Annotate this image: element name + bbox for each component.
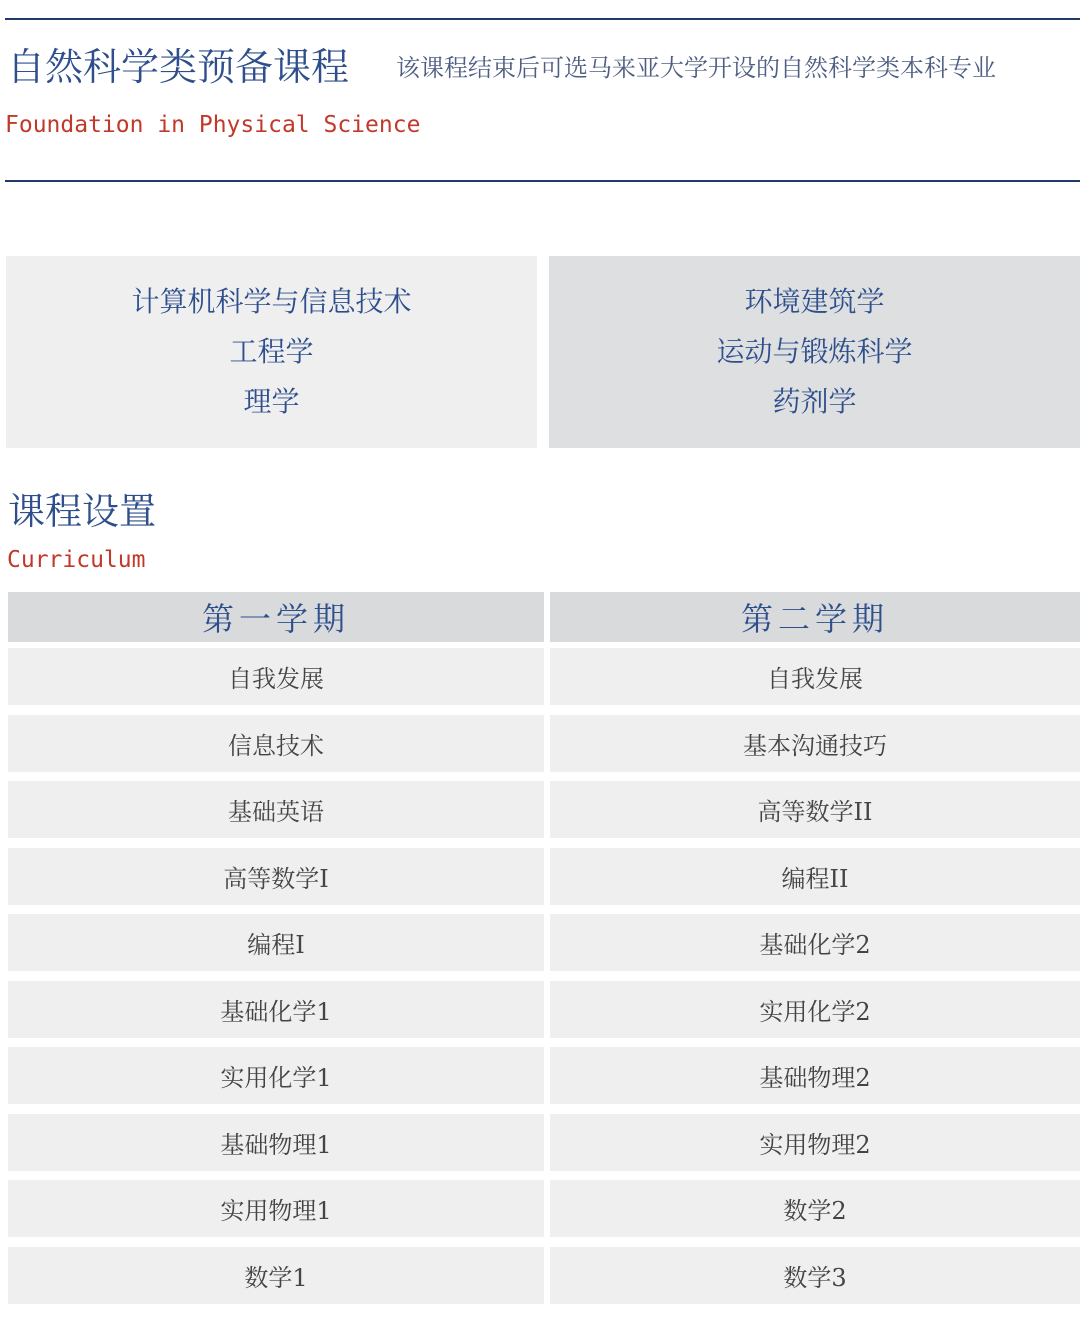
- course-cell: 自我发展: [550, 648, 1080, 705]
- course-cell: 实用化学2: [550, 981, 1080, 1038]
- major-item: 运动与锻炼科学: [716, 335, 913, 368]
- course-cell: 基础化学1: [8, 981, 544, 1038]
- course-cell: 实用化学1: [8, 1047, 544, 1104]
- curriculum-title: 课程设置: [8, 490, 156, 533]
- semester-1-header: 第一学期: [8, 592, 544, 642]
- course-cell: 数学3: [550, 1247, 1080, 1304]
- program-subtitle: 该课程结束后可选马来亚大学开设的自然科学类本科专业: [396, 54, 996, 82]
- course-cell: 高等数学I: [8, 848, 544, 905]
- major-item: 环境建筑学: [744, 285, 885, 318]
- course-cell: 信息技术: [8, 715, 544, 772]
- top-divider: [5, 18, 1080, 20]
- major-item: 工程学: [229, 335, 314, 368]
- course-cell: 数学1: [8, 1247, 544, 1304]
- course-cell: 自我发展: [8, 648, 544, 705]
- major-item: 理学: [243, 385, 300, 418]
- majors-box-right: [549, 256, 1080, 448]
- major-item: 药剂学: [772, 385, 857, 418]
- course-cell: 数学2: [550, 1180, 1080, 1237]
- semester-1-column: [8, 592, 544, 1304]
- majors-box-left: [6, 256, 537, 448]
- semester-2-column: [550, 592, 1080, 1304]
- course-cell: 基础物理2: [550, 1047, 1080, 1104]
- curriculum-english-title: Curriculum: [7, 547, 146, 573]
- program-english-title: Foundation in Physical Science: [5, 112, 421, 138]
- course-cell: 基础物理1: [8, 1114, 544, 1171]
- course-cell: 基本沟通技巧: [550, 715, 1080, 772]
- major-item: 计算机科学与信息技术: [131, 285, 412, 318]
- course-cell: 高等数学II: [550, 781, 1080, 838]
- course-cell: 基础化学2: [550, 914, 1080, 971]
- semester-2-header: 第二学期: [550, 592, 1080, 642]
- course-cell: 编程I: [8, 914, 544, 971]
- course-cell: 基础英语: [8, 781, 544, 838]
- program-title: 自然科学类预备课程: [7, 45, 350, 89]
- bottom-divider: [5, 180, 1080, 182]
- course-cell: 实用物理1: [8, 1180, 544, 1237]
- course-cell: 编程II: [550, 848, 1080, 905]
- course-cell: 实用物理2: [550, 1114, 1080, 1171]
